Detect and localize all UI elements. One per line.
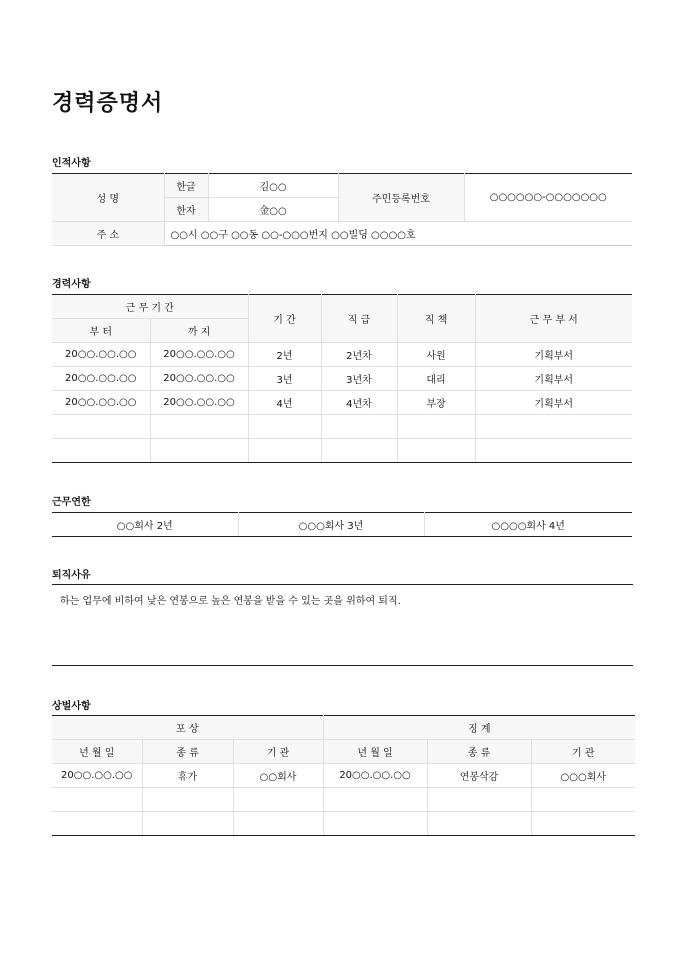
table-row	[52, 764, 635, 788]
career-duration: 2년	[248, 343, 321, 367]
resignation-box	[52, 584, 633, 666]
reward-type: 휴가	[142, 764, 233, 788]
hangul-label: 한글	[164, 174, 208, 198]
tenure-table	[52, 512, 632, 537]
penalty-type-header: 종 류	[427, 740, 531, 764]
personal-info-table	[52, 173, 632, 246]
awards-section-label: 상벌사항	[52, 701, 91, 712]
career-dept: 기획부서	[475, 367, 632, 391]
career-to: 20○○.○○.○○	[150, 391, 248, 415]
penalty-type: 연봉삭감	[427, 764, 531, 788]
reward-org-header: 기 관	[233, 740, 323, 764]
career-duty: 사원	[397, 343, 475, 367]
career-to: 20○○.○○.○○	[150, 343, 248, 367]
career-period-header: 근 무 기 간	[52, 295, 248, 319]
career-dept-header: 근 무 부 서	[475, 295, 632, 343]
career-duration-header: 기 간	[248, 295, 321, 343]
career-from: 20○○.○○.○○	[52, 391, 150, 415]
awards-table	[52, 715, 635, 836]
penalty-header: 징 계	[323, 716, 635, 740]
career-duty: 부장	[397, 391, 475, 415]
career-duty-header: 직 책	[397, 295, 475, 343]
table-row	[52, 391, 632, 415]
rrn-label: 주민등록번호	[338, 174, 464, 222]
penalty-org-header: 기 관	[531, 740, 635, 764]
career-grade: 4년차	[321, 391, 397, 415]
address-label: 주 소	[52, 222, 164, 246]
reward-header: 포 상	[52, 716, 323, 740]
career-duration: 4년	[248, 391, 321, 415]
career-from-header: 부 터	[52, 319, 150, 343]
name-label: 성 명	[52, 174, 164, 222]
personal-section-label: 인적사항	[52, 158, 91, 169]
resignation-text: 하는 업무에 비하여 낮은 연봉으로 높은 연봉을 받을 수 있는 곳을 위하여 퇴직.	[60, 596, 401, 607]
hanja-value: 金○○	[208, 198, 338, 222]
career-grade-header: 직 급	[321, 295, 397, 343]
career-grade: 2년차	[321, 343, 397, 367]
document-title: 경력증명서	[52, 91, 164, 116]
hangul-value: 김○○	[208, 174, 338, 198]
career-grade: 3년차	[321, 367, 397, 391]
table-row-empty	[52, 812, 635, 836]
career-section-label: 경력사항	[52, 279, 91, 290]
address-value: ○○시 ○○구 ○○동 ○○-○○○번지 ○○빌딩 ○○○○호	[164, 222, 632, 246]
tenure-section-label: 근무연한	[52, 497, 91, 508]
table-row-empty	[52, 788, 635, 812]
career-duty: 대리	[397, 367, 475, 391]
tenure-item: ○○○○회사 4년	[424, 513, 632, 537]
career-from: 20○○.○○.○○	[52, 343, 150, 367]
table-row-empty	[52, 415, 632, 439]
penalty-date: 20○○.○○.○○	[323, 764, 427, 788]
penalty-org: ○○○회사	[531, 764, 635, 788]
career-to-header: 까 지	[150, 319, 248, 343]
table-row	[52, 367, 632, 391]
rrn-value: ○○○○○○-○○○○○○○	[464, 174, 632, 222]
resignation-section-label: 퇴직사유	[52, 570, 91, 581]
reward-org: ○○회사	[233, 764, 323, 788]
table-row	[52, 343, 632, 367]
career-duration: 3년	[248, 367, 321, 391]
career-dept: 기획부서	[475, 343, 632, 367]
reward-date: 20○○.○○.○○	[52, 764, 142, 788]
tenure-item: ○○회사 2년	[52, 513, 238, 537]
hanja-label: 한자	[164, 198, 208, 222]
penalty-date-header: 년 월 일	[323, 740, 427, 764]
career-to: 20○○.○○.○○	[150, 367, 248, 391]
tenure-item: ○○○회사 3년	[238, 513, 424, 537]
reward-type-header: 종 류	[142, 740, 233, 764]
career-table	[52, 294, 632, 463]
career-dept: 기획부서	[475, 391, 632, 415]
reward-date-header: 년 월 일	[52, 740, 142, 764]
career-from: 20○○.○○.○○	[52, 367, 150, 391]
table-row-empty	[52, 439, 632, 463]
